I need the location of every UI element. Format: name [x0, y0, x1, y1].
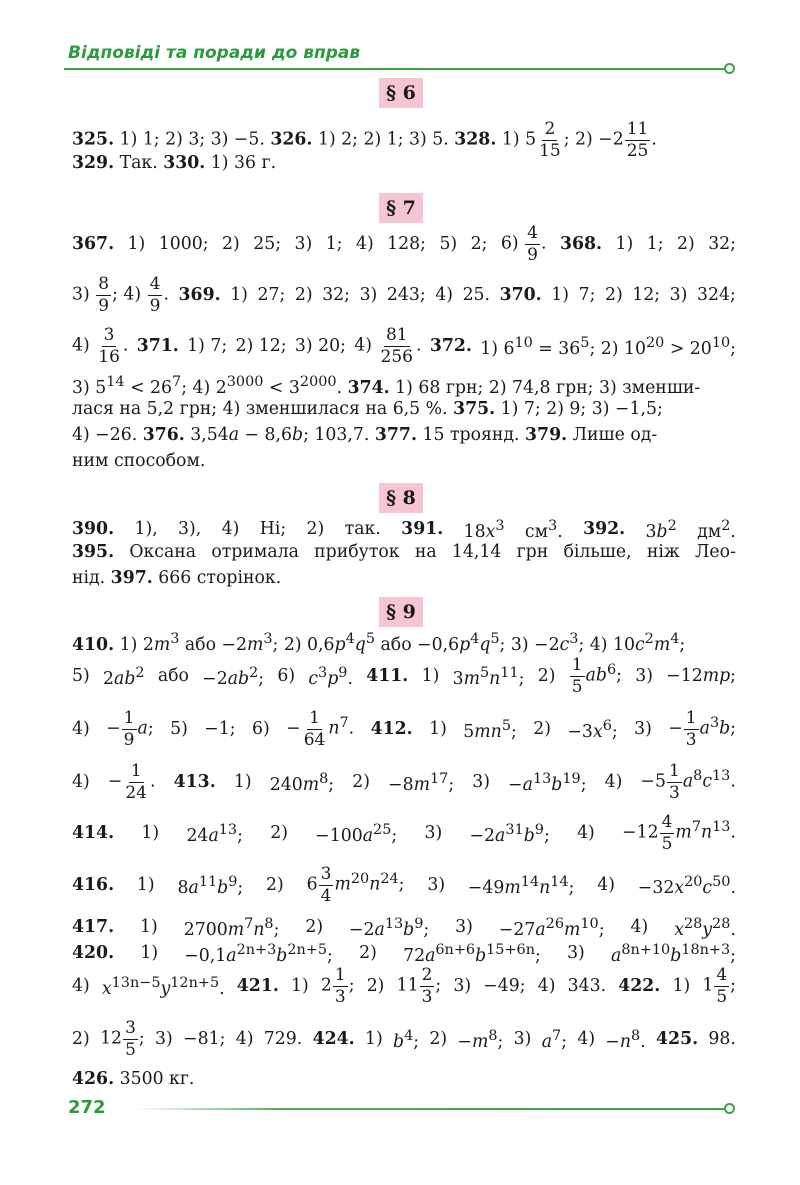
answer-line: 4) − $\frac{1}{24}$ . 413. 1) $240m^8$; 2) $-8m^{17}$; 3) $-a^{13}b^{19}$; 4) −5 $\frac{1}{3}$ $a^8c^{13}$.	[72, 760, 736, 803]
fraction: $\frac{8}{9}$	[98, 273, 110, 316]
answer-line: 4) −26. 376. 3,54a − 8,6b; 103,7. 377. 15 троянд. 379. Лише од-	[72, 425, 658, 445]
answer-line: 367. 1) 1000; 2) 25; 3) 1; 4) 128; 5) 2; 6) $\frac{4}{9}$ . 368. 1) 1; 2) 32;	[72, 222, 736, 265]
answer-line: 416. 1) $8a^{11}b^9$; 2) 6 $\frac{3}{4}$ $m^{20}n^{24}$; 3) $-49m^{14}n^{14}$; 4) $-32x^{20}c^{50}$.	[72, 863, 736, 906]
answer-line: 329. Так. 330. 1) 36 г.	[72, 153, 277, 173]
answer-line: 4) − $\frac{1}{9}$ a; 5) −1; 6) − $\frac{1}{64}$ $n^7$. 412. 1) $5mn^5$; 2) $-3x^6$; 3) − $\frac{1}{3}$ $a^3b$;	[72, 707, 736, 750]
section-8-heading: § 8	[379, 483, 423, 513]
answer-line: 395. Оксана отримала прибуток на 14,14 грн більше, ніж Лео-	[72, 542, 736, 562]
answer-line: 390. 1), 3), 4) Ні; 2) так. 391. $18x^3$ $см^3$. 392. $3b^2$ $дм^2$.	[72, 518, 736, 542]
answer-line: ним способом.	[72, 451, 206, 471]
section-9-heading: § 9	[379, 597, 423, 627]
fraction: $\frac{1}{5}$	[571, 654, 583, 697]
footer-rule-circle-icon	[724, 1103, 735, 1114]
answer-line: 5) $2ab^2$ або $-2ab^2$; 6) $c^3p^9$. 411. 1) $3m^5n^{11}$; 2) $\frac{1}{5}$ $ab^6$; 3) −12mp;	[72, 654, 736, 697]
section-7-heading: § 7	[379, 193, 423, 223]
answer-line: 417. 1) $2700m^7n^8$; 2) $-2a^{13}b^9$; 3) $-27a^{26}m^{10}$; 4) $x^{28}y^{28}$.	[72, 916, 736, 940]
header-rule	[64, 68, 726, 70]
answer-line: 426. 3500 кг.	[72, 1069, 195, 1089]
fraction: $\frac{2}{3}$	[421, 964, 433, 1007]
answer-line: лася на 5,2 грн; 4) зменшилася на 6,5 %. 375. 1) 7; 2) 9; 3) −1,5;	[72, 399, 663, 419]
fraction: $\frac{1}{3}$	[685, 707, 697, 750]
fraction: $\frac{1}{64}$	[303, 707, 326, 750]
page-number: 272	[68, 1097, 106, 1118]
section-6-heading: § 6	[379, 78, 423, 108]
fraction: $\frac{4}{5}$	[716, 964, 728, 1007]
answer-line: 410. 1) $2m^3$ або $-2m^3$; 2) $0,6p^4q^5$ або $-0,6p^4q^5$; $3) -2c^3$; 4) $10c^2m^4$;	[72, 631, 686, 655]
answer-line: нід. 397. 666 сторінок.	[72, 568, 282, 588]
answer-line: 4) $\frac{3}{16}$ . 371. 1) 7; 2) 12; 3) 20; 4) $\frac{81}{256}$ . 372. 1) $6^{10} = 36^5$; 2) $10^{20} > 20^{10}$;	[72, 324, 736, 367]
header-title: Відповіді та поради до вправ	[68, 43, 361, 63]
fraction: $\frac{81}{256}$	[380, 324, 413, 367]
fraction: $\frac{11}{25}$	[626, 118, 649, 161]
answer-line: 3) $5^{14} < 26^7$; 4) $2^{3000} < 3^{2000}$. 374. 1) 68 грн; 2) 74,8 грн; 3) зменши-	[72, 374, 701, 398]
footer-rule	[135, 1108, 726, 1110]
answer-line: 4) $x^{13n-5}y^{12n+5}$. 421. 1) 2 $\frac{1}{3}$ ; 2) 11 $\frac{2}{3}$ ; 3) −49; 4) 343. 422. 1) 1 $\frac{4}{5}$ ;	[72, 964, 736, 1007]
answer-line: 325. 1) 1; 2) 3; 3) −5. 326. 1) 2; 2) 1; 3) 5. 328. 1) 5 $\frac{2}{15}$ ; 2) −2 $\frac{11}{25}$ .	[72, 118, 657, 161]
answer-line: 2) 12 $\frac{3}{5}$ ; 3) −81; 4) 729. 424. 1) $b^4$; 2) $-m^8$; 3) $a^7$; 4) $-n^8$. 425. 98.	[72, 1017, 736, 1060]
answer-line: 3) $\frac{8}{9}$ ; 4) $\frac{4}{9}$ . 369. 1) 27; 2) 32; 3) 243; 4) 25. 370. 1) 7; 2) 12; 3) 324;	[72, 273, 736, 316]
fraction: $\frac{3}{4}$	[320, 863, 332, 906]
fraction: $\frac{3}{5}$	[125, 1017, 136, 1060]
answer-line: 414. 1) $24a^{13}$; 2) $-100a^{25}$; 3) $-2a^{31}b^9$; 4) −12 $\frac{4}{5}$ $m^7n^{13}$.	[72, 811, 736, 854]
fraction: $\frac{1}{24}$	[125, 760, 147, 803]
fraction: $\frac{1}{3}$	[669, 760, 680, 803]
answer-line: 420. 1) $-0,1a^{2n+3}b^{2n+5}$; 2) $72a^{6n+6}b^{15+6n}$; 3) $a^{8n+10}b^{18n+3}$;	[72, 942, 736, 966]
fraction: $\frac{4}{9}$	[149, 273, 161, 316]
fraction: $\frac{1}{3}$	[334, 964, 346, 1007]
fraction: $\frac{4}{5}$	[661, 811, 673, 854]
header-rule-circle-icon	[724, 63, 735, 74]
fraction: $\frac{2}{15}$	[539, 118, 561, 161]
fraction: $\frac{3}{16}$	[98, 324, 120, 367]
fraction: $\frac{1}{9}$	[123, 707, 135, 750]
fraction: $\frac{4}{9}$	[527, 222, 538, 265]
